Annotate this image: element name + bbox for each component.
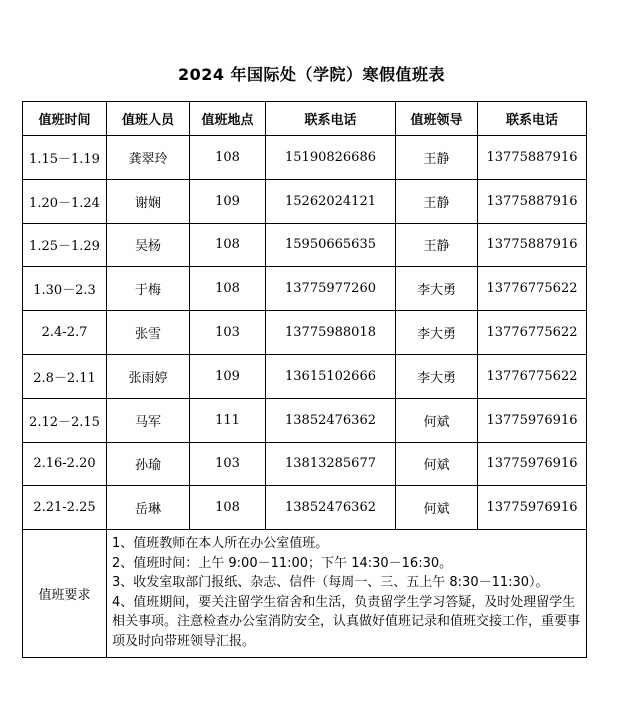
duty-location-cell: 108 bbox=[190, 267, 266, 311]
duty-time-cell: 2.16-2.20 bbox=[23, 442, 107, 486]
staff-phone-cell: 13775988018 bbox=[266, 311, 396, 355]
duty-staff-cell: 张雪 bbox=[107, 311, 190, 355]
table-row bbox=[23, 354, 587, 398]
requirements-label: 值班要求 bbox=[23, 530, 107, 658]
header-row bbox=[23, 102, 587, 136]
staff-phone-cell: 13615102666 bbox=[266, 354, 396, 398]
duty-time-cell: 1.15－1.19 bbox=[23, 136, 107, 180]
leader-phone-cell: 13775976916 bbox=[478, 442, 587, 486]
staff-phone-cell: 13852476362 bbox=[266, 486, 396, 530]
header-leader-phone: 联系电话 bbox=[478, 102, 587, 136]
duty-leader-cell: 李大勇 bbox=[396, 311, 478, 355]
duty-leader-cell: 王静 bbox=[396, 179, 478, 223]
leader-phone-cell: 13775976916 bbox=[478, 398, 587, 442]
duty-leader-cell: 王静 bbox=[396, 136, 478, 180]
staff-phone-cell: 15262024121 bbox=[266, 179, 396, 223]
duty-location-cell: 108 bbox=[190, 136, 266, 180]
duty-leader-cell: 李大勇 bbox=[396, 354, 478, 398]
staff-phone-cell: 13852476362 bbox=[266, 398, 396, 442]
duty-staff-cell: 张雨婷 bbox=[107, 354, 190, 398]
duty-roster-table bbox=[22, 101, 587, 658]
duty-time-cell: 1.30－2.3 bbox=[23, 267, 107, 311]
duty-time-cell: 2.8－2.11 bbox=[23, 354, 107, 398]
table-row bbox=[23, 442, 587, 486]
leader-phone-cell: 13775887916 bbox=[478, 136, 587, 180]
duty-leader-cell: 王静 bbox=[396, 223, 478, 267]
duty-location-cell: 109 bbox=[190, 354, 266, 398]
requirement-item: 1、值班教师在本人所在办公室值班。 bbox=[112, 536, 329, 552]
staff-phone-cell: 13775977260 bbox=[266, 267, 396, 311]
document-title: 2024 年国际处（学院）寒假值班表 bbox=[177, 65, 446, 84]
duty-leader-cell: 何斌 bbox=[396, 442, 478, 486]
duty-location-cell: 109 bbox=[190, 179, 266, 223]
leader-phone-cell: 13775976916 bbox=[478, 486, 587, 530]
table-row bbox=[23, 223, 587, 267]
duty-leader-cell: 李大勇 bbox=[396, 267, 478, 311]
staff-phone-cell: 15950665635 bbox=[266, 223, 396, 267]
duty-time-cell: 2.4-2.7 bbox=[23, 311, 107, 355]
duty-location-cell: 103 bbox=[190, 442, 266, 486]
header-duty-staff: 值班人员 bbox=[107, 102, 190, 136]
duty-staff-cell: 马军 bbox=[107, 398, 190, 442]
header-duty-location: 值班地点 bbox=[190, 102, 266, 136]
header-staff-phone: 联系电话 bbox=[266, 102, 396, 136]
duty-leader-cell: 何斌 bbox=[396, 398, 478, 442]
requirement-item: 4、值班期间，要关注留学生宿舍和生活，负责留学生学习答疑，及时处理留学生相关事项。注意检查办公室消防安全，认真做好值班记录和值班交接工作，重要事项及时向带班领导汇报。 bbox=[112, 594, 581, 649]
duty-time-cell: 1.25－1.29 bbox=[23, 223, 107, 267]
staff-phone-cell: 15190826686 bbox=[266, 136, 396, 180]
table-row bbox=[23, 311, 587, 355]
duty-time-cell: 1.20－1.24 bbox=[23, 179, 107, 223]
duty-time-cell: 2.12－2.15 bbox=[23, 398, 107, 442]
header-duty-time: 值班时间 bbox=[23, 102, 107, 136]
leader-phone-cell: 13776775622 bbox=[478, 311, 587, 355]
requirements-row bbox=[23, 530, 587, 658]
leader-phone-cell: 13775887916 bbox=[478, 223, 587, 267]
duty-leader-cell: 何斌 bbox=[396, 486, 478, 530]
leader-phone-cell: 13775887916 bbox=[478, 179, 587, 223]
table-row bbox=[23, 179, 587, 223]
staff-phone-cell: 13813285677 bbox=[266, 442, 396, 486]
table-row bbox=[23, 267, 587, 311]
leader-phone-cell: 13776775622 bbox=[478, 267, 587, 311]
requirements-content bbox=[107, 530, 587, 658]
requirement-item: 2、值班时间：上午 9:00－11:00；下午 14:30－16:30。 bbox=[112, 555, 453, 571]
duty-staff-cell: 于梅 bbox=[107, 267, 190, 311]
table-row bbox=[23, 486, 587, 530]
table-row bbox=[23, 398, 587, 442]
duty-time-cell: 2.21-2.25 bbox=[23, 486, 107, 530]
duty-staff-cell: 岳琳 bbox=[107, 486, 190, 530]
duty-location-cell: 108 bbox=[190, 223, 266, 267]
header-duty-leader: 值班领导 bbox=[396, 102, 478, 136]
requirement-item: 3、收发室取部门报纸、杂志、信件（每周一、三、五上午 8:30－11:30）。 bbox=[112, 575, 549, 591]
duty-staff-cell: 吴杨 bbox=[107, 223, 190, 267]
leader-phone-cell: 13776775622 bbox=[478, 354, 587, 398]
duty-staff-cell: 孙瑜 bbox=[107, 442, 190, 486]
table-row bbox=[23, 136, 587, 180]
duty-location-cell: 111 bbox=[190, 398, 266, 442]
duty-location-cell: 103 bbox=[190, 311, 266, 355]
duty-staff-cell: 龚翠玲 bbox=[107, 136, 190, 180]
duty-staff-cell: 谢娴 bbox=[107, 179, 190, 223]
duty-location-cell: 108 bbox=[190, 486, 266, 530]
